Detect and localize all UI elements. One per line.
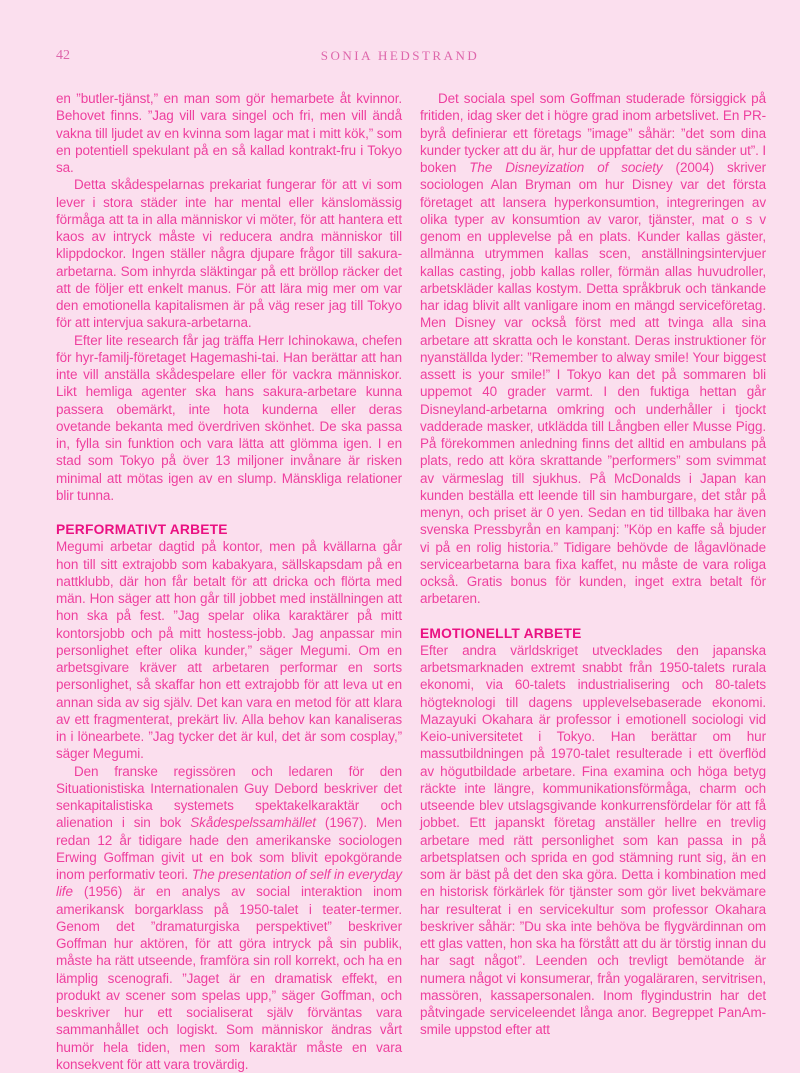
book-title: The presentation of self in everyday life	[56, 867, 402, 899]
text-run: Det sociala spel som Goffman studerade försiggick på fritiden, idag sker det i högre grad inom arbetslivet. En PR-byrå definierar ett företags ”image” såhär: ”det som dina kunder tycker att du är, hur de uppfattar det du sänder ut”. I boken	[420, 91, 766, 175]
paragraph	[56, 763, 402, 1073]
running-header: SONIA HEDSTRAND	[0, 48, 800, 64]
book-title: The Disneyization of society	[469, 160, 662, 175]
text-run: (2004) skriver sociologen Alan Bryman om hur Disney var det första företaget att lansera hyperkonsumtion, integreringen av olika typer av konsumtion av varor, tjänster, mat o s v genom en upplevelse på en plats. Kunder kallas gäster, allmänna utrymmen kallas scen, anställningsintervjuer kallas casting, jobb kallas roller, förmän allas huvudroller, arbetskläder kallas kostym. Detta språkbruk och tänkande har idag blivit allt vanligare inom en mängd serviceföretag. Men Disney var också först med att tvinga alla sina arbetare att skratta och le konstant. Deras instruktioner för nyanställda lyder: ”Remember to alway smile! Your biggest assett is your smile!” I Tokyo kan det på sommaren bli uppemot 40 grader varmt. I den fuktiga hettan går Disneyland-arbetarna omkring och underhåller i tjockt vadderade masker, utklädda till Långben eller Musse Pigg. På förekommen anledning finns det alltid en ambulans på plats, redo att köra skrattande ”performers” som svimmat av värmeslag till sjukhus. På McDonalds i Japan kan kunden beställa ett leende till sin hamburgare, det står på menyn, och priset är 0 yen. Sedan en tid tillbaka har även svenska Pressbyrån en kampanj: ”Köp en kaffe så bjuder vi på en rolig historia.” Tidigare behövde de lågavlönade servicearbetarna bara fixa kaffet, nu måste de vara roliga också. Gratis bonus för kunden, inget extra betalt för arbetaren.	[420, 160, 766, 606]
paragraph	[56, 332, 402, 505]
paragraph	[56, 90, 402, 176]
text-run: Efter lite research får jag träffa Herr Ichinokawa, chefen för hyr-familj-företaget Hagemashi-tai. Han berättar att han inte vill anställa skådespelare eller för vackra människor. Likt hemliga agenter ska hans sakura-arbetare kunna passera obemärkt, inte hota kunderna eller deras ovetande bekanta med överdriven skönhet. De ska passa in, fylla sin funktion och vara lätta att glömma igen. I en stad som Tokyo på över 13 miljoner invånare är risken minimal att mötas igen av en slump. Mänskliga relationer blir tunna.	[56, 333, 402, 503]
paragraph	[420, 642, 766, 1039]
right-column	[420, 90, 766, 1073]
section-heading: PERFORMATIVT ARBETE	[56, 521, 402, 538]
paragraph	[56, 176, 402, 331]
text-run: (1967). Men redan 12 år tidigare hade den amerikanske sociologen Erwing Goffman givit ut en bok som blivit epokgörande inom performativ teori.	[56, 815, 402, 882]
text-run: (1956) är en analys av social interaktion inom amerikansk borgarklass på 1950-talet i teater-termer. Genom det ”dramaturgiska perspektivet” beskriver Goffman hur aktören, för att göra intryck på sin publik, måste ha rätt utseende, framföra sin roll korrekt, och ha en lämplig scenografi. ”Jaget är en dramatisk effekt, en produkt av scener som spelas upp,” säger Goffman, och beskriver hur ett socialiserat själv förväntas vara sammanhållet och logiskt. Som människor ändras vårt humör hela tiden, men som karaktär måste en vara konsekvent för att vara trovärdig.	[56, 884, 402, 1072]
book-title: Skådespelssamhället	[190, 815, 316, 830]
paragraph	[420, 90, 766, 608]
paragraph	[56, 538, 402, 762]
text-run: Detta skådespelarnas prekariat fungerar för att vi som lever i stora städer inte har mental eller känslomässig förmåga att ta in alla människor vi möter, för att hantera ett kaos av intryck måste vi reducera andra människor till klippdockor. Ingen ställer några djupare frågor till sakura-arbetarna. Som inhyrda släktingar på ett bröllop räcker det att de följer ett enkelt manus. För att lära mig mer om var den emotionella kapitalismen är på väg reser jag till Tokyo för att intervjua sakura-arbetarna.	[56, 177, 402, 330]
text-run: en ”butler-tjänst,” en man som gör hemarbete åt kvinnor. Behovet finns. ”Jag vill vara singel och fri, men vill ändå vakna till ljudet av en kvinna som lagar mat i mitt kök,” som en potentiell spekulant på en så kallad kontrakt-fru i Tokyo sa.	[56, 91, 402, 175]
text-run: Megumi arbetar dagtid på kontor, men på kvällarna går hon till sitt extrajobb som kabakyara, sällskapsdam på en nattklubb, där hon får betalt för att dricka och flörta med män. Hon säger att hon går till jobbet med inställningen att hon ska på fest. ”Jag spelar olika karaktärer på mitt kontorsjobb och på mitt hostess-jobb. Jag anpassar min personlighet efter olika kunder,” säger Megumi. Om en arbetsgivare kräver att arbetaren performar en sorts personlighet, så skaffar hon ett extrajobb för att leva ut en annan sida av sig själv. Det kan vara en metod för att klara av ett fragmenterat, prekärt liv. Alla behov kan kanaliseras in i lönearbete. ”Jag tycker det är kul, det är som cosplay,” säger Megumi.	[56, 539, 402, 761]
page-number: 42	[56, 48, 70, 64]
text-run: Efter andra världskriget utvecklades den japanska arbetsmarknaden extremt snabbt från 1950-talets rurala ekonomi, via 60-talets industrialisering och 80-talets högteknologi till dagens upplevelsebaserade ekonomi. Mazayuki Okahara är professor i emotionell sociologi vid Keio-universitetet i Tokyo. Han berättar om hur massutbildningen på 1970-talet resulterade i ett överflöd av högutbildade arbetare. Fina examina och höga betyg räckte inte längre, kommunikationsförmåga, charm och utseende blev utslagsgivande konkurrensfördelar för att få jobbet. Ett japanskt företag anställer hellre en trevlig arbetare med rätt personlighet som kan passa in på arbetsplatsen och sprida en god stämning runt sig, än en som är bäst på det den ska göra. Detta i kombination med en historisk förkärlek för tjänster som gör livet bekvämare har resulterat i en servicekultur som professor Okahara beskriver såhär: ”Du ska inte behöva be flygvärdinnan om ett glas vatten, hon ska ha förstått att du är törstig innan du har sagt något”. Leenden och trevligt bemötande är numera något vi konsumerar, från yogaläraren, servitrisen, massören, kassapersonalen. Inom flygindustrin har det påtvingade serviceleendet långa anor. Begreppet PanAm-smile uppstod efter att	[420, 643, 766, 1038]
two-column-text	[0, 68, 800, 1073]
left-column	[56, 90, 402, 1073]
text-run: Den franske regissören och ledaren för den Situationistiska Internationalen Guy Debord beskriver det senkapitalistiska systemets spektakelkaraktär och alienation i sin bok	[56, 764, 402, 831]
page-header	[0, 0, 800, 68]
section-heading: EMOTIONELLT ARBETE	[420, 625, 766, 642]
